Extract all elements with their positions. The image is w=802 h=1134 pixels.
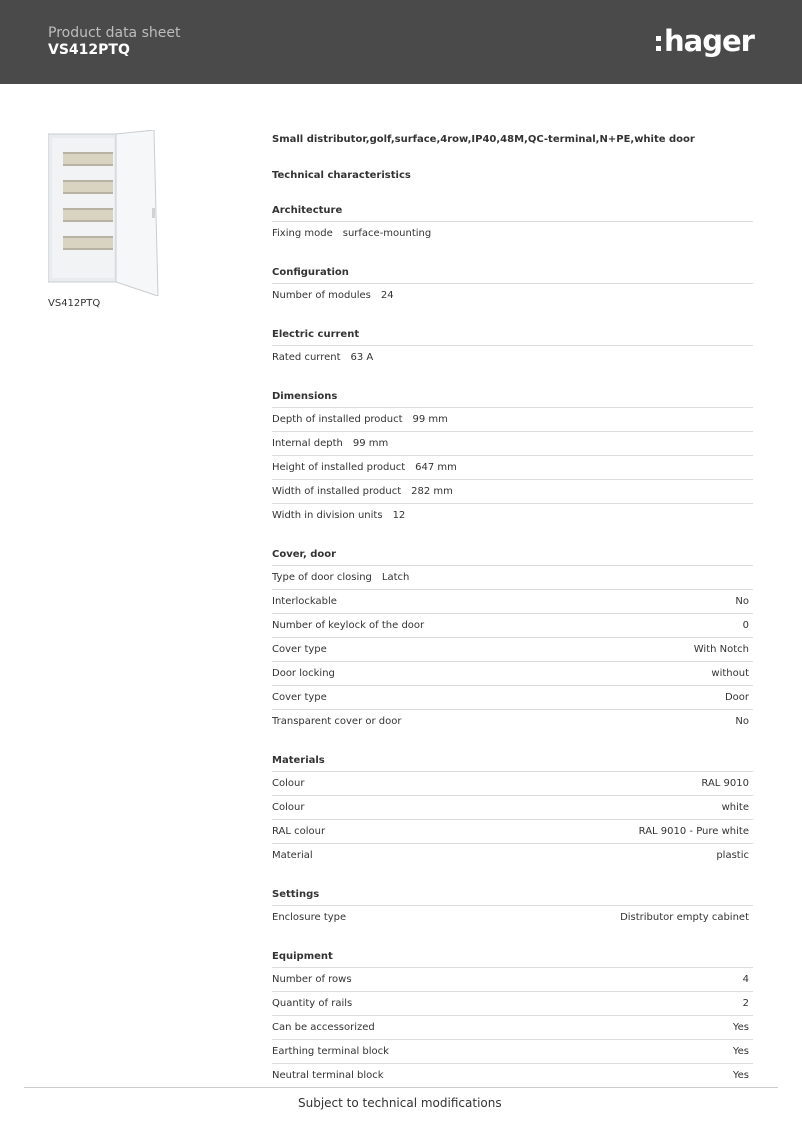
- spec-label: Earthing terminal block: [272, 1046, 389, 1057]
- footer-note: Subject to technical modifications: [298, 1096, 502, 1110]
- section-architecture: [272, 204, 753, 245]
- technical-characteristics-heading: Technical characteristics: [272, 170, 411, 181]
- section-title: Electric current: [272, 328, 753, 346]
- spec-row: [272, 662, 753, 686]
- spec-label: Cover type: [272, 644, 327, 655]
- spec-value: 647 mm: [415, 462, 457, 473]
- datasheet-content: [272, 133, 753, 1087]
- spec-label: Colour: [272, 778, 305, 789]
- spec-row: [272, 346, 753, 369]
- section-title: Cover, door: [272, 548, 753, 566]
- spec-row: [272, 566, 753, 590]
- spec-label: Transparent cover or door: [272, 716, 402, 727]
- spec-value: No: [735, 596, 749, 607]
- spec-label: Fixing mode: [272, 228, 333, 239]
- spec-value: without: [711, 668, 749, 679]
- spec-row: [272, 1016, 753, 1040]
- logo-colon-icon: [656, 31, 661, 51]
- spec-label: Number of rows: [272, 974, 352, 985]
- product-code: VS412PTQ: [48, 42, 130, 58]
- spec-row: [272, 686, 753, 710]
- spec-value: 12: [392, 510, 406, 521]
- section-title: Configuration: [272, 266, 753, 284]
- spec-value: Distributor empty cabinet: [620, 912, 749, 923]
- section-title: Materials: [272, 754, 753, 772]
- section-configuration: [272, 266, 753, 307]
- spec-label: Quantity of rails: [272, 998, 353, 1009]
- spec-label: Cover type: [272, 692, 327, 703]
- spec-value: Yes: [732, 1070, 749, 1081]
- spec-row: [272, 614, 753, 638]
- spec-row: [272, 772, 753, 796]
- spec-value: plastic: [716, 850, 749, 861]
- section-title: Architecture: [272, 204, 753, 222]
- spec-label: Material: [272, 850, 313, 861]
- spec-row: [272, 480, 753, 504]
- section-title: Dimensions: [272, 390, 753, 408]
- spec-value: With Notch: [693, 644, 749, 655]
- page-header: [0, 0, 802, 84]
- spec-value: 282 mm: [411, 486, 453, 497]
- spec-value: 99 mm: [352, 438, 389, 449]
- section-title: Equipment: [272, 950, 753, 968]
- spec-value: Latch: [381, 572, 410, 583]
- product-image-caption: VS412PTQ: [48, 298, 101, 309]
- section-title: Settings: [272, 888, 753, 906]
- spec-row: [272, 432, 753, 456]
- product-image: [48, 130, 160, 296]
- spec-value: surface-mounting: [342, 228, 432, 239]
- spec-row: [272, 844, 753, 867]
- spec-value: Yes: [732, 1046, 749, 1057]
- footer-divider: [24, 1087, 778, 1088]
- spec-label: RAL colour: [272, 826, 326, 837]
- spec-row: [272, 504, 753, 527]
- spec-row: [272, 222, 753, 245]
- spec-row: [272, 992, 753, 1016]
- spec-value: Door: [724, 692, 749, 703]
- spec-label: Height of installed product: [272, 462, 406, 473]
- spec-label: Type of door closing: [272, 572, 372, 583]
- spec-row: [272, 906, 753, 929]
- spec-value: RAL 9010: [701, 778, 749, 789]
- spec-row: [272, 1064, 753, 1087]
- spec-row: [272, 710, 753, 733]
- spec-row: [272, 284, 753, 307]
- spec-row: [272, 796, 753, 820]
- spec-value: 24: [380, 290, 394, 301]
- logo-text: hager: [664, 24, 754, 58]
- section-settings: [272, 888, 753, 929]
- spec-row: [272, 590, 753, 614]
- spec-label: Enclosure type: [272, 912, 347, 923]
- spec-value: 0: [742, 620, 749, 631]
- spec-label: Neutral terminal block: [272, 1070, 384, 1081]
- section-cover-door: [272, 548, 753, 733]
- spec-value: 4: [742, 974, 749, 985]
- section-equipment: [272, 950, 753, 1087]
- spec-row: [272, 1040, 753, 1064]
- spec-label: Number of modules: [272, 290, 371, 301]
- section-materials: [272, 754, 753, 867]
- spec-label: Width of installed product: [272, 486, 402, 497]
- spec-value: RAL 9010 - Pure white: [638, 826, 749, 837]
- spec-value: No: [735, 716, 749, 727]
- spec-label: Internal depth: [272, 438, 343, 449]
- spec-label: Rated current: [272, 352, 341, 363]
- spec-value: white: [721, 802, 749, 813]
- hager-logo: [656, 24, 754, 58]
- spec-label: Depth of installed product: [272, 414, 403, 425]
- spec-row: [272, 968, 753, 992]
- document-type: Product data sheet: [48, 25, 181, 41]
- spec-label: Width in division units: [272, 510, 383, 521]
- spec-label: Interlockable: [272, 596, 337, 607]
- spec-label: Can be accessorized: [272, 1022, 375, 1033]
- spec-label: Colour: [272, 802, 305, 813]
- spec-label: Door locking: [272, 668, 335, 679]
- spec-value: 99 mm: [412, 414, 448, 425]
- spec-value: Yes: [732, 1022, 749, 1033]
- product-description: Small distributor,golf,surface,4row,IP40,48M,QC-terminal,N+PE,white door: [272, 134, 695, 145]
- section-electric-current: [272, 328, 753, 369]
- spec-label: Number of keylock of the door: [272, 620, 425, 631]
- section-dimensions: [272, 390, 753, 527]
- spec-row: [272, 820, 753, 844]
- spec-row: [272, 408, 753, 432]
- spec-value: 2: [742, 998, 749, 1009]
- spec-row: [272, 456, 753, 480]
- spec-value: 63 A: [350, 352, 374, 363]
- spec-row: [272, 638, 753, 662]
